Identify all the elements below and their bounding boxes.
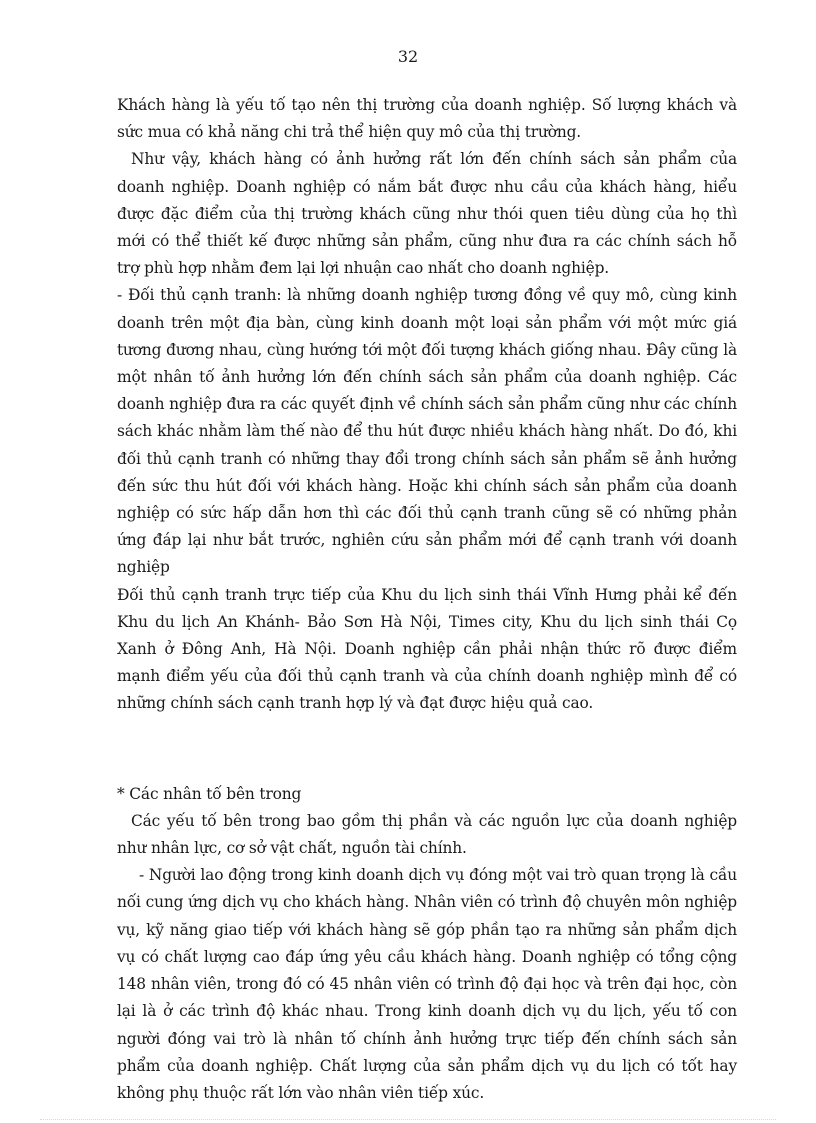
paragraph-internal-factors: Các yếu tố bên trong bao gồm thị phần và các nguồn lực của doanh nghiệp như nhân lực, cơ sở vật chất, nguồn tài chính. — [117, 811, 737, 858]
paragraph-direct-competitors: Đối thủ cạnh tranh trực tiếp của Khu du lịch sinh thái Vĩnh Hưng phải kể đến Khu du lịch An Khánh- Bảo Sơn Hà Nội, Times city, Khu du lịch sinh thái Cọ Xanh ở Đông Anh, Hà Nội. Doanh nghiệp cần phải nhận thức rõ được điểm mạnh điểm yếu của đối thủ cạnh tranh và của chính doanh nghiệp mình để có những chính sách cạnh tranh hợp lý và đạt được hiệu quả cao. — [117, 585, 737, 713]
document-body — [117, 92, 737, 1107]
section-spacer — [117, 718, 737, 781]
paragraph-employees: - Người lao động trong kinh doanh dịch vụ đóng một vai trò quan trọng là cầu nối cung ứng dịch vụ cho khách hàng. Nhân viên có trình độ chuyên môn nghiệp vụ, kỹ năng giao tiếp với khách hàng sẽ góp phần tạo ra những sản phẩm dịch vụ có chất lượng cao đáp ứng yêu cầu khách hàng. Doanh nghiệp có tổng cộng 148 nhân viên, trong đó có 45 nhân viên có trình độ đại học và trên đại học, còn lại là ở các trình độ khác nhau. Trong kinh doanh dịch vụ du lịch, yếu tố con người đóng vai trò là nhân tố chính ảnh hưởng trực tiếp đến chính sách sản phẩm của doanh nghiệp. Chất lượng của sản phẩm dịch vụ du lịch có tốt hay không phụ thuộc rất lớn vào nhân viên tiếp xúc. — [117, 866, 737, 1102]
paragraph-customers: Khách hàng là yếu tố tạo nên thị trường của doanh nghiệp. Số lượng khách và sức mua có khả năng chi trả thể hiện quy mô của thị trường. — [117, 96, 737, 142]
page-number: 32 — [397, 47, 419, 66]
paragraph-competitors: - Đối thủ cạnh tranh: là những doanh nghiệp tương đồng về quy mô, cùng kinh doanh trên một địa bàn, cùng kinh doanh một loại sản phẩm với một mức giá tương đương nhau, cùng hướng tới một đối tượng khách giống nhau. Đây cũng là một nhân tố ảnh hưởng lớn đến chính sách sản phẩm của doanh nghiệp. Các doanh nghiệp đưa ra các quyết định về chính sách sản phẩm cũng như các chính sách khác nhằm làm thế nào để thu hút được nhiều khách hàng nhất. Do đó, khi đối thủ cạnh tranh có những thay đổi trong chính sách sản phẩm sẽ ảnh hưởng đến sức thu hút đối với khách hàng. Hoặc khi chính sách sản phẩm của doanh nghiệp có sức hấp dẫn hơn thì các đối thủ cạnh tranh cũng sẽ có những phản ứng đáp lại như bắt trước, nghiên cứu sản phẩm mới để cạnh tranh với doanh nghiệp — [117, 286, 737, 577]
paragraph-customer-influence: Như vậy, khách hàng có ảnh hưởng rất lớn đến chính sách sản phẩm của doanh nghiệp. Doanh nghiệp có nắm bắt được nhu cầu của khách hàng, hiểu được đặc điểm của thị trường khách cũng như thói quen tiêu dùng của họ thì mới có thể thiết kế được những sản phẩm, cũng như đưa ra các chính sách hỗ trợ phù hợp nhằm đem lại lợi nhuận cao nhất cho doanh nghiệp. — [117, 150, 737, 278]
page-bottom-divider — [40, 1119, 776, 1120]
section-heading-internal-factors: * Các nhân tố bên trong — [117, 784, 302, 803]
